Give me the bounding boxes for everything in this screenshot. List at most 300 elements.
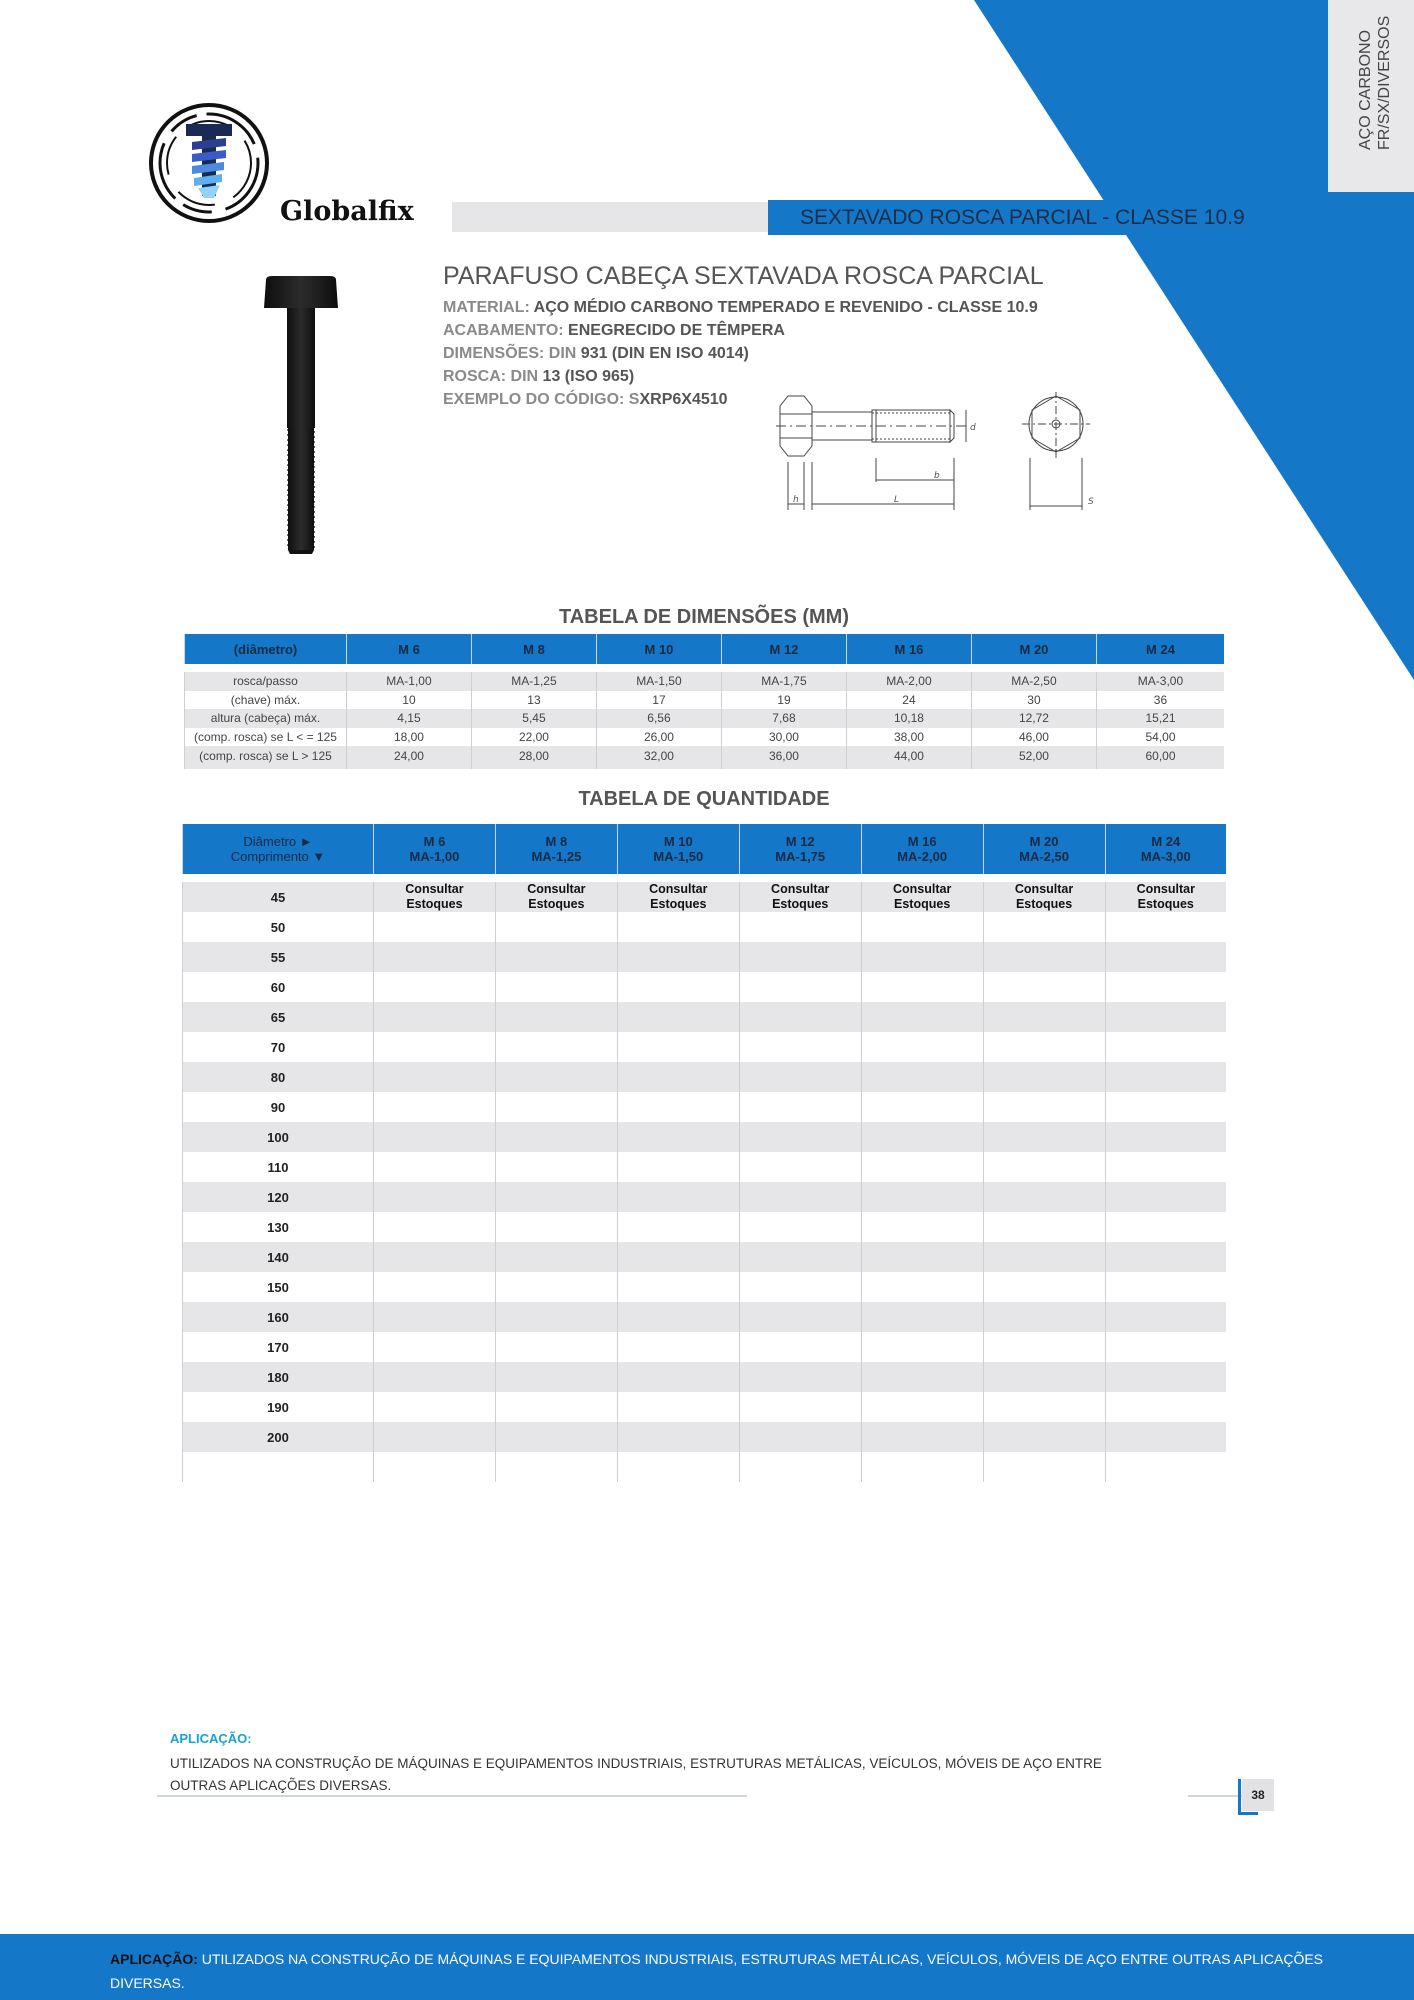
quantity-cell (495, 1272, 617, 1302)
length-label: 45 (183, 882, 374, 912)
product-title: PARAFUSO CABEÇA SEXTAVADA ROSCA PARCIAL (443, 262, 1044, 290)
length-label: 90 (183, 1092, 374, 1122)
quantity-cell (495, 1122, 617, 1152)
dim-cell: 46,00 (971, 728, 1096, 747)
quantity-cell (983, 1332, 1105, 1362)
quantity-cell (495, 1302, 617, 1332)
length-label: 140 (183, 1242, 374, 1272)
pitch-label: MA-1,50 (653, 849, 704, 864)
quantity-cell (1105, 1332, 1226, 1362)
application-text: UTILIZADOS NA CONSTRUÇÃO DE MÁQUINAS E EQUIPAMENTOS INDUSTRIAIS, ESTRUTURAS METÁLICAS, VEÍCULOS, MÓVEIS DE AÇO ENTRE OUTRAS APLICAÇÕES DIVERSAS. (170, 1756, 1102, 1793)
globalfix-logo-icon (148, 102, 270, 224)
quantity-cell (861, 1302, 983, 1332)
quantity-cell (739, 1182, 861, 1212)
quantity-cell (1105, 1122, 1226, 1152)
quantity-cell (374, 1452, 496, 1482)
quantity-cell (617, 1302, 739, 1332)
quantity-cell (1105, 1152, 1226, 1182)
quantity-cell (739, 912, 861, 942)
qty-header-size (495, 824, 617, 874)
dim-cell: 54,00 (1096, 728, 1224, 747)
dim-cell: MA-1,75 (721, 672, 846, 691)
dim-header-size: M 16 (846, 634, 971, 664)
quantity-cell (1105, 1272, 1226, 1302)
quantity-cell (495, 972, 617, 1002)
quantity-cell (861, 1182, 983, 1212)
quantity-cell (1105, 1242, 1226, 1272)
size-label: M 12 (785, 834, 815, 849)
quantity-cell (495, 1212, 617, 1242)
stock-line-2: Estoques (650, 897, 707, 911)
quantity-cell (617, 1332, 739, 1362)
spec-key: DIMENSÕES: DIN (443, 345, 577, 362)
quantity-cell (617, 972, 739, 1002)
dim-header-size: M 10 (596, 634, 721, 664)
dim-cell: 13 (471, 691, 596, 710)
quantity-cell (374, 1212, 496, 1242)
quantity-cell (1105, 972, 1226, 1002)
footer-label: APLICAÇÃO: (110, 1951, 198, 1967)
table-row (185, 709, 1225, 728)
spec-code-example (443, 391, 728, 409)
quantity-cell (983, 972, 1105, 1002)
dim-cell: 18,00 (346, 728, 471, 747)
quantity-cell (739, 972, 861, 1002)
quantity-cell (983, 1272, 1105, 1302)
quantity-cell (739, 1272, 861, 1302)
table-row (183, 1092, 1227, 1122)
table-row (183, 1242, 1227, 1272)
size-label: M 24 (1151, 834, 1181, 849)
quantity-cell (617, 1152, 739, 1182)
quantity-cell (739, 942, 861, 972)
quantity-cell (374, 1182, 496, 1212)
spec-key: MATERIAL: (443, 299, 530, 316)
quantity-cell (861, 1272, 983, 1302)
dim-header-size: M 24 (1096, 634, 1224, 664)
dim-header-size: M 6 (346, 634, 471, 664)
dimensions-table-title: TABELA DE DIMENSÕES (MM) (559, 606, 849, 628)
stock-line-2: Estoques (528, 897, 585, 911)
table-row (183, 912, 1227, 942)
quantity-table-title: TABELA DE QUANTIDADE (578, 788, 830, 810)
quantity-cell (1105, 1452, 1226, 1482)
quantity-cell (374, 1272, 496, 1302)
quantity-cell (983, 1032, 1105, 1062)
qty-header-size (739, 824, 861, 874)
dim-row-label: altura (cabeça) máx. (185, 709, 347, 728)
quantity-cell (983, 912, 1105, 942)
quantity-cell (1105, 1302, 1226, 1332)
dim-cell: 52,00 (971, 746, 1096, 765)
dim-cell: 30 (971, 691, 1096, 710)
length-label: 150 (183, 1272, 374, 1302)
dim-cell: MA-1,25 (471, 672, 596, 691)
stock-cell (374, 882, 496, 912)
stock-cell (983, 882, 1105, 912)
quantity-cell (617, 912, 739, 942)
quantity-cell (374, 1242, 496, 1272)
dim-cell: 10 (346, 691, 471, 710)
stock-line-2: Estoques (1015, 897, 1073, 911)
table-row (183, 1422, 1227, 1452)
table-row (183, 1152, 1227, 1182)
quantity-cell (739, 1212, 861, 1242)
pitch-label: MA-2,00 (897, 849, 948, 864)
spec-material (443, 299, 1038, 317)
quantity-cell (983, 1062, 1105, 1092)
label-s: S (1088, 497, 1094, 507)
label-b: b (934, 471, 940, 481)
dim-cell: 12,72 (971, 709, 1096, 728)
dim-row-label: (comp. rosca) se L > 125 (185, 746, 347, 765)
length-label: 80 (183, 1062, 374, 1092)
stock-line-1: Consultar (892, 882, 952, 896)
quantity-cell (1105, 1212, 1226, 1242)
quantity-cell (374, 1032, 496, 1062)
quantity-cell (495, 1182, 617, 1212)
table-row (183, 1362, 1227, 1392)
quantity-cell (374, 1122, 496, 1152)
quantity-cell (739, 1122, 861, 1152)
spec-key: ACABAMENTO: (443, 322, 564, 339)
dim-cell: MA-2,00 (846, 672, 971, 691)
stock-cell (1105, 882, 1226, 912)
quantity-cell (495, 1032, 617, 1062)
dim-cell: 24 (846, 691, 971, 710)
qty-header-size (983, 824, 1105, 874)
quantity-cell (617, 1182, 739, 1212)
quantity-cell (983, 1422, 1105, 1452)
stock-line-1: Consultar (649, 882, 708, 896)
stock-line-2: Estoques (406, 897, 463, 911)
quantity-cell (374, 1092, 496, 1122)
dim-cell: MA-2,50 (971, 672, 1096, 691)
quantity-cell (861, 1242, 983, 1272)
quantity-cell (739, 1002, 861, 1032)
table-row (183, 1332, 1227, 1362)
spec-key: EXEMPLO DO CÓDIGO: S (443, 391, 640, 408)
quantity-cell (374, 1302, 496, 1332)
qty-header-size (861, 824, 983, 874)
spec-key: ROSCA: DIN (443, 368, 539, 385)
length-label: 190 (183, 1392, 374, 1422)
quantity-cell (495, 1422, 617, 1452)
quantity-cell (739, 1302, 861, 1332)
bolt-technical-drawing (776, 392, 1142, 512)
spec-value: ENEGRECIDO DE TÊMPERA (563, 322, 785, 339)
quantity-cell (861, 1422, 983, 1452)
quantity-cell (739, 1392, 861, 1422)
quantity-cell (739, 1152, 861, 1182)
section-heading: SEXTAVADO ROSCA PARCIAL - CLASSE 10.9 (800, 206, 1245, 229)
quantity-cell (1105, 1422, 1226, 1452)
quantity-cell (495, 1452, 617, 1482)
dim-cell: 10,18 (846, 709, 971, 728)
quantity-cell (739, 1032, 861, 1062)
dim-header-diameter: (diâmetro) (185, 634, 347, 664)
length-label: 55 (183, 942, 374, 972)
quantity-cell (495, 1392, 617, 1422)
footer-text (110, 1947, 1330, 1995)
dim-cell: 30,00 (721, 728, 846, 747)
table-row (183, 942, 1227, 972)
quantity-cell (617, 1092, 739, 1122)
length-label: 170 (183, 1332, 374, 1362)
quantity-cell (983, 1242, 1105, 1272)
size-label: M 8 (545, 834, 568, 849)
stock-cell (495, 882, 617, 912)
spec-value: 13 (ISO 965) (538, 368, 635, 385)
length-label: 120 (183, 1182, 374, 1212)
quantity-cell (983, 1122, 1105, 1152)
quantity-cell (617, 1032, 739, 1062)
quantity-cell (861, 1332, 983, 1362)
length-label: 50 (183, 912, 374, 942)
dim-cell: 6,56 (596, 709, 721, 728)
dim-cell: MA-3,00 (1096, 672, 1224, 691)
quantity-cell (1105, 1362, 1226, 1392)
quantity-cell (861, 1032, 983, 1062)
pitch-label: MA-1,25 (531, 849, 582, 864)
label-h: h (793, 495, 799, 505)
dim-cell: 7,68 (721, 709, 846, 728)
quantity-cell (739, 1062, 861, 1092)
quantity-cell (861, 1392, 983, 1422)
length-label: 70 (183, 1032, 374, 1062)
quantity-cell (495, 1332, 617, 1362)
size-label: M 10 (663, 834, 693, 849)
quantity-cell (861, 942, 983, 972)
quantity-cell (495, 912, 617, 942)
side-tab-line-2: FR/SX/DIVERSOS (1376, 15, 1393, 150)
quantity-cell (1105, 1062, 1226, 1092)
dim-row-label: (chave) máx. (185, 691, 347, 710)
stock-line-1: Consultar (771, 882, 830, 896)
quantity-cell (495, 1362, 617, 1392)
quantity-cell (983, 1212, 1105, 1242)
corner-line-2: Comprimento ▼ (230, 849, 326, 864)
quantity-cell (374, 1002, 496, 1032)
stock-line-2: Estoques (894, 897, 951, 911)
label-d: d (970, 423, 976, 433)
qty-header-size (1105, 824, 1226, 874)
quantity-cell (495, 1152, 617, 1182)
quantity-cell (983, 1392, 1105, 1422)
page-number: 38 (1242, 1779, 1274, 1811)
dim-cell: 15,21 (1096, 709, 1224, 728)
size-label: M 20 (1029, 834, 1059, 849)
quantity-cell (374, 1362, 496, 1392)
table-row (183, 1002, 1227, 1032)
dim-cell: 17 (596, 691, 721, 710)
table-row (185, 672, 1225, 691)
spec-finish (443, 322, 785, 340)
quantity-cell (617, 1062, 739, 1092)
spec-thread (443, 368, 634, 386)
quantity-cell (861, 1122, 983, 1152)
dim-cell: 28,00 (471, 746, 596, 765)
dim-header-size: M 12 (721, 634, 846, 664)
quantity-cell (739, 1362, 861, 1392)
quantity-cell (861, 1092, 983, 1122)
quantity-cell (983, 1452, 1105, 1482)
quantity-cell (617, 1362, 739, 1392)
dim-row-label: (comp. rosca) se L < = 125 (185, 728, 347, 747)
category-side-tab[interactable] (1328, 0, 1414, 192)
quantity-cell (495, 1002, 617, 1032)
spec-value: AÇO MÉDIO CARBONO TEMPERADO E REVENIDO - CLASSE 10.9 (529, 299, 1038, 316)
quantity-table (182, 824, 1226, 1482)
quantity-cell (861, 1212, 983, 1242)
dim-cell: MA-1,50 (596, 672, 721, 691)
divider-line-short (1188, 1795, 1242, 1797)
dim-cell: 44,00 (846, 746, 971, 765)
quantity-cell (495, 1062, 617, 1092)
application-label: APLICAÇÃO: (170, 1731, 252, 1746)
quantity-cell (617, 1122, 739, 1152)
quantity-cell (983, 1362, 1105, 1392)
dim-cell: 60,00 (1096, 746, 1224, 765)
quantity-cell (861, 912, 983, 942)
table-row (183, 1302, 1227, 1332)
stock-line-1: Consultar (405, 882, 464, 896)
footer-body: UTILIZADOS NA CONSTRUÇÃO DE MÁQUINAS E EQUIPAMENTOS INDUSTRIAIS, ESTRUTURAS METÁLICAS, VEÍCULOS, MÓVEIS DE AÇO ENTRE OUTRAS APLICAÇÕES DIVERSAS. (110, 1951, 1324, 1991)
side-tab-line-1: AÇO CARBONO (1357, 29, 1374, 150)
table-row (183, 1182, 1227, 1212)
stock-cell (861, 882, 983, 912)
quantity-cell (617, 1422, 739, 1452)
quantity-cell (1105, 912, 1226, 942)
quantity-cell (617, 942, 739, 972)
table-row (185, 691, 1225, 710)
dim-cell: 24,00 (346, 746, 471, 765)
divider-line (157, 1795, 747, 1797)
stock-line-2: Estoques (1137, 897, 1194, 911)
length-label: 180 (183, 1362, 374, 1392)
quantity-cell (983, 1182, 1105, 1212)
quantity-cell (617, 1272, 739, 1302)
qty-corner-header (183, 824, 374, 874)
table-row (183, 972, 1227, 1002)
dim-cell: 36,00 (721, 746, 846, 765)
quantity-cell (861, 1152, 983, 1182)
table-row (183, 1122, 1227, 1152)
table-row (185, 746, 1225, 765)
quantity-cell (739, 1092, 861, 1122)
length-label: 160 (183, 1302, 374, 1332)
dim-cell: 5,45 (471, 709, 596, 728)
qty-header-size (374, 824, 496, 874)
dim-header-size: M 20 (971, 634, 1096, 664)
length-label: 65 (183, 1002, 374, 1032)
dim-cell: 26,00 (596, 728, 721, 747)
dim-header-size: M 8 (471, 634, 596, 664)
quantity-cell (374, 1422, 496, 1452)
quantity-cell (983, 1302, 1105, 1332)
pitch-label: MA-1,00 (409, 849, 460, 864)
table-row (183, 1272, 1227, 1302)
dim-cell: MA-1,00 (346, 672, 471, 691)
quantity-cell (861, 972, 983, 1002)
quantity-cell (861, 1062, 983, 1092)
stock-cell (739, 882, 861, 912)
quantity-cell (374, 942, 496, 972)
dim-cell: 38,00 (846, 728, 971, 747)
table-row (183, 1062, 1227, 1092)
quantity-cell (617, 1002, 739, 1032)
label-l: L (894, 495, 900, 505)
quantity-cell (374, 1392, 496, 1422)
quantity-cell (1105, 1092, 1226, 1122)
qty-header-size (617, 824, 739, 874)
length-label: 110 (183, 1152, 374, 1182)
table-row (183, 1392, 1227, 1422)
table-row (185, 728, 1225, 747)
length-label: 60 (183, 972, 374, 1002)
quantity-cell (861, 1002, 983, 1032)
spec-value: XRP6X4510 (639, 391, 728, 408)
dim-row-label: rosca/passo (185, 672, 347, 691)
dim-cell: 19 (721, 691, 846, 710)
quantity-cell (495, 1092, 617, 1122)
quantity-cell (1105, 1392, 1226, 1422)
table-row (183, 1452, 1227, 1482)
quantity-cell (739, 1332, 861, 1362)
bolt-photo (258, 274, 344, 556)
quantity-cell (374, 972, 496, 1002)
quantity-cell (617, 1212, 739, 1242)
quantity-cell (861, 1452, 983, 1482)
quantity-cell (739, 1422, 861, 1452)
corner-line-1: Diâmetro ► (243, 834, 313, 849)
quantity-cell (374, 1062, 496, 1092)
side-tab-label (1356, 16, 1394, 150)
table-row (183, 1032, 1227, 1062)
quantity-cell (983, 942, 1105, 972)
quantity-cell (617, 1452, 739, 1482)
pitch-label: MA-2,50 (1019, 849, 1069, 864)
quantity-cell (1105, 942, 1226, 972)
dim-cell: 36 (1096, 691, 1224, 710)
length-label (183, 1452, 374, 1482)
quantity-cell (495, 942, 617, 972)
stock-line-1: Consultar (1014, 882, 1074, 896)
quantity-cell (374, 912, 496, 942)
quantity-cell (1105, 1002, 1226, 1032)
quantity-cell (617, 1242, 739, 1272)
dimensions-table (184, 634, 1224, 769)
header-gray-bar (452, 202, 768, 232)
pitch-label: MA-3,00 (1140, 849, 1191, 864)
quantity-cell (1105, 1032, 1226, 1062)
quantity-cell (739, 1242, 861, 1272)
quantity-cell (1105, 1182, 1226, 1212)
pitch-label: MA-1,75 (775, 849, 826, 864)
stock-cell (617, 882, 739, 912)
stock-line-1: Consultar (1136, 882, 1195, 896)
stock-line-1: Consultar (527, 882, 586, 896)
table-row (183, 1212, 1227, 1242)
length-label: 100 (183, 1122, 374, 1152)
quantity-cell (374, 1332, 496, 1362)
quantity-cell (983, 1152, 1105, 1182)
dim-cell: 32,00 (596, 746, 721, 765)
quantity-cell (983, 1092, 1105, 1122)
quantity-cell (983, 1002, 1105, 1032)
length-label: 200 (183, 1422, 374, 1452)
dim-cell: 22,00 (471, 728, 596, 747)
